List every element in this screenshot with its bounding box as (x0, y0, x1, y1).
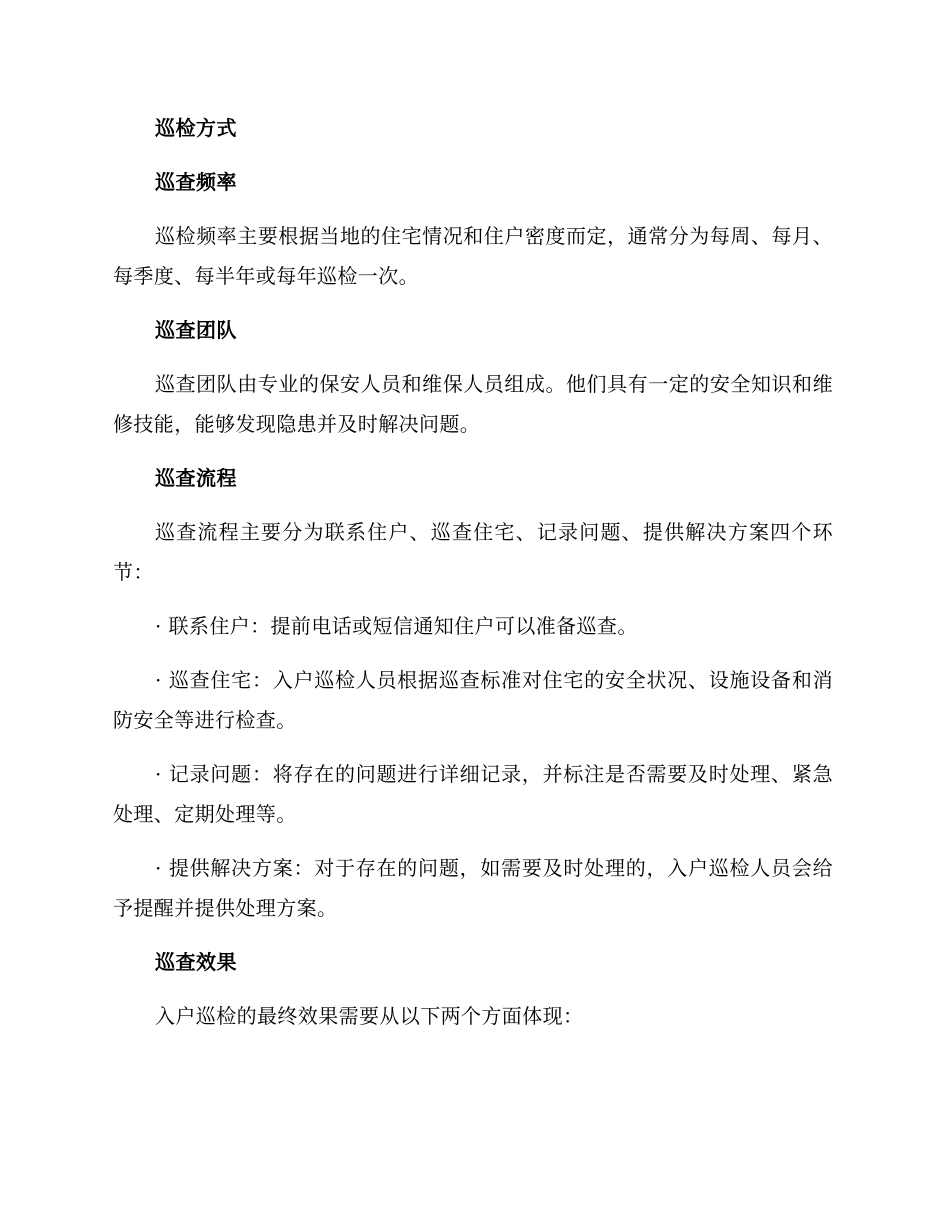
paragraph-team: 巡查团队由专业的保安人员和维保人员组成。他们具有一定的安全知识和维修技能，能够发现隐患并及时解决问题。 (113, 372, 833, 436)
document-body (113, 108, 833, 1050)
subheading-team: 巡查团队 (155, 318, 237, 342)
subheading-effect: 巡查效果 (155, 950, 237, 974)
paragraph-process: 巡查流程主要分为联系住户、巡查住宅、记录问题、提供解决方案四个环节： (113, 520, 833, 584)
section-heading-inspection-method: 巡检方式 (155, 116, 237, 140)
subheading-frequency: 巡查频率 (155, 170, 237, 194)
subheading-process: 巡查流程 (155, 466, 237, 490)
paragraph-frequency: 巡检频率主要根据当地的住宅情况和住户密度而定，通常分为每周、每月、每季度、每半年或每年巡检一次。 (113, 224, 833, 288)
list-item-inspect-residence: · 巡查住宅：入户巡检人员根据巡查标准对住宅的安全状况、设施设备和消防安全等进行检查。 (113, 668, 833, 732)
list-item-contact-residents: · 联系住户：提前电话或短信通知住户可以准备巡查。 (155, 614, 638, 638)
list-item-provide-solutions: · 提供解决方案：对于存在的问题，如需要及时处理的，入户巡检人员会给予提醒并提供处理方案。 (113, 856, 833, 920)
paragraph-effect: 入户巡检的最终效果需要从以下两个方面体现： (155, 1004, 584, 1028)
list-item-record-issues: · 记录问题：将存在的问题进行详细记录，并标注是否需要及时处理、紧急处理、定期处理等。 (113, 762, 833, 826)
